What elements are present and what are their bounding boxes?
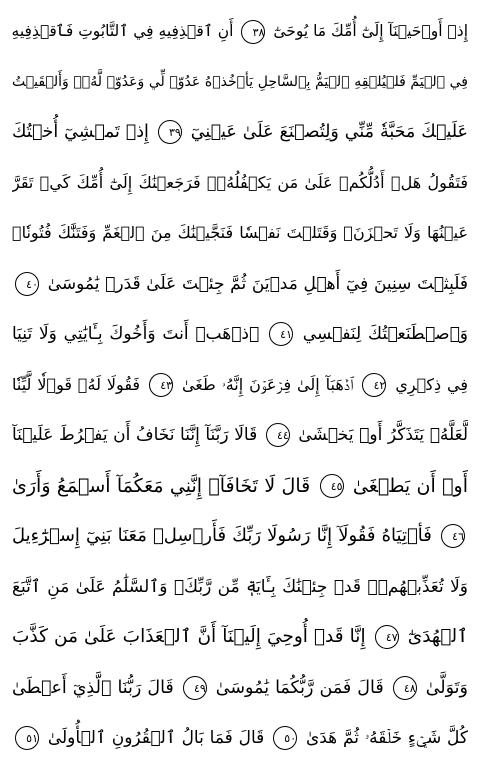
line-text: عَيۡنُهَا وَلَا تَحۡزَنَۚ وَقَتَلۡتَ نَفۡسٗا فَنَجَّيۡنَٰكَ مِنَ ٱلۡغَمِّ وَفَتَنَّٰكَ فُتُونٗاۚ [12,223,468,242]
line-text: وَلَا تُعَذِّبۡهُمۡۖ قَدۡ جِئۡنَٰكَ بِـَٔايَةٖ مِّن رَّبِّكَۖ وَٱلسَّلَٰمُ عَلَىٰ مَنِ ٱتَّبَعَ [12,576,468,597]
text-line-4 [12,158,468,209]
text-line-9 [12,410,468,461]
ayah-number-marker: ٤٠ [15,272,39,296]
ayah-number-marker: ٤٦ [441,524,465,548]
line-text: قَالَ فَمَا بَالُ ٱلۡقُرُونِ ٱلۡأُولَىٰ [47,728,265,748]
text-line-7 [12,309,468,360]
text-line-14 [12,663,468,714]
line-text: عَلَيۡكَ مَحَبَّةٗ مِّنِّي وَلِتُصۡنَعَ عَلَىٰ عَيۡنِيٓ [190,122,468,142]
ayah-number-marker: ٤٤ [266,423,290,447]
line-text: إِنَّا قَدۡ أُوحِيَ إِلَيۡنَآ أَنَّ ٱلۡعَذَابَ عَلَىٰ مَن كَذَّبَ [12,626,366,647]
text-lines [12,6,468,764]
line-text: أَوۡ أَن يَطۡغَىٰ [352,474,468,497]
text-line-8 [12,360,468,411]
ayah-number-marker: ٤٧ [375,625,399,649]
line-text: لَّعَلَّهُۥ يَتَذَكَّرُ أَوۡ يَخۡشَىٰ [298,425,468,445]
line-text: فَتَقُولُ هَلۡ أَدُلُّكُمۡ عَلَىٰ مَن يَكۡفُلُهُۥۖ فَرَجَعۡنَٰكَ إِلَىٰٓ أُمِّكَ كَيۡ تَقَرَّ [12,172,468,192]
line-text: فِي ذِكۡرِي [395,374,468,394]
line-text: قَالَا رَبَّنَآ إِنَّنَا نَخَافُ أَن يَفۡرُطَ عَلَيۡنَآ [12,425,258,445]
ayah-number-marker: ٥١ [15,726,39,750]
line-text: قَالَ لَا تَخَافَآۖ إِنَّنِي مَعَكُمَآ أَسۡمَعُ وَأَرَىٰ [12,474,311,497]
line-text: وَٱصۡطَنَعۡتُكَ لِنَفۡسِي [302,324,468,344]
ayah-number-marker: ٤٨ [393,676,417,700]
ayah-number-marker: ٤١ [269,322,293,346]
line-text: ٱذۡهَبۡ أَنتَ وَأَخُوكَ بِـَٔايَٰتِي وَلَا تَنِيَا [12,324,260,344]
ayah-number-marker: ٤٣ [149,373,173,397]
line-text: قَالَ فَمَن رَّبُّكُمَا يَٰمُوسَىٰ [215,677,384,698]
line-text: ٱذۡهَبَآ إِلَىٰ فِرۡعَوۡنَ إِنَّهُۥ طَغَىٰ [181,374,354,394]
line-text: فَلَبِثۡتَ سِنِينَ فِيٓ أَهۡلِ مَدۡيَنَ ثُمَّ جِئۡتَ عَلَىٰ قَدَرٖ يَٰمُوسَىٰ [47,273,468,294]
line-text: وَتَوَلَّىٰ [425,677,468,698]
line-text: أَنِ ٱقۡذِفِيهِ فِي ٱلتَّابُوتِ فَٱقۡذِفِيهِ [12,22,234,40]
line-text: إِذۡ أَوۡحَيۡنَآ إِلَىٰٓ أُمِّكَ مَا يُوحَىٰٓ [273,22,468,40]
ayah-number-marker: ٣٨ [241,20,265,44]
text-line-12 [12,562,468,613]
line-text: فَأۡتِيَاهُ فَقُولَآ إِنَّا رَسُولَا رَبِّكَ فَأَرۡسِلۡ مَعَنَا بَنِيٓ إِسۡرَٰٓءِيلَ [12,525,432,546]
text-line-13 [12,612,468,663]
line-text: فَقُولَا لَهُۥ قَوۡلٗا لَّيِّنٗا [12,374,141,394]
line-text: إِذۡ تَمۡشِيٓ أُخۡتُكَ [12,122,149,142]
text-line-15 [12,713,468,764]
line-text: قَالَ رَبُّنَا ٱلَّذِيٓ أَعۡطَىٰ [12,677,174,698]
text-line-6 [12,259,468,310]
ayah-number-marker: ٤٥ [320,474,344,498]
ayah-number-marker: ٤٢ [362,373,386,397]
text-line-2 [12,57,468,108]
ayah-number-marker: ٤٩ [183,676,207,700]
text-line-1 [12,6,468,57]
line-text: كُلَّ شَيۡءٍ خَلۡقَهُۥ ثُمَّ هَدَىٰ [305,728,468,748]
ayah-number-marker: ٣٩ [158,120,182,144]
ayah-number-marker: ٥٠ [273,726,297,750]
text-line-5 [12,208,468,259]
text-line-10 [12,461,468,512]
line-text: ٱلۡهُدَىٰٓ [407,626,468,647]
text-line-11 [12,511,468,562]
text-line-3 [12,107,468,158]
line-text: فِي ٱلۡيَمِّ فَلۡيُلۡقِهِ ٱلۡيَمُّ بِٱلسَّاحِلِ يَأۡخُذۡهُ عَدُوّٞ لِّي وَعَدُوّٞ لَّهُۥۚ وَأَلۡقَيۡتُ [12,73,468,90]
